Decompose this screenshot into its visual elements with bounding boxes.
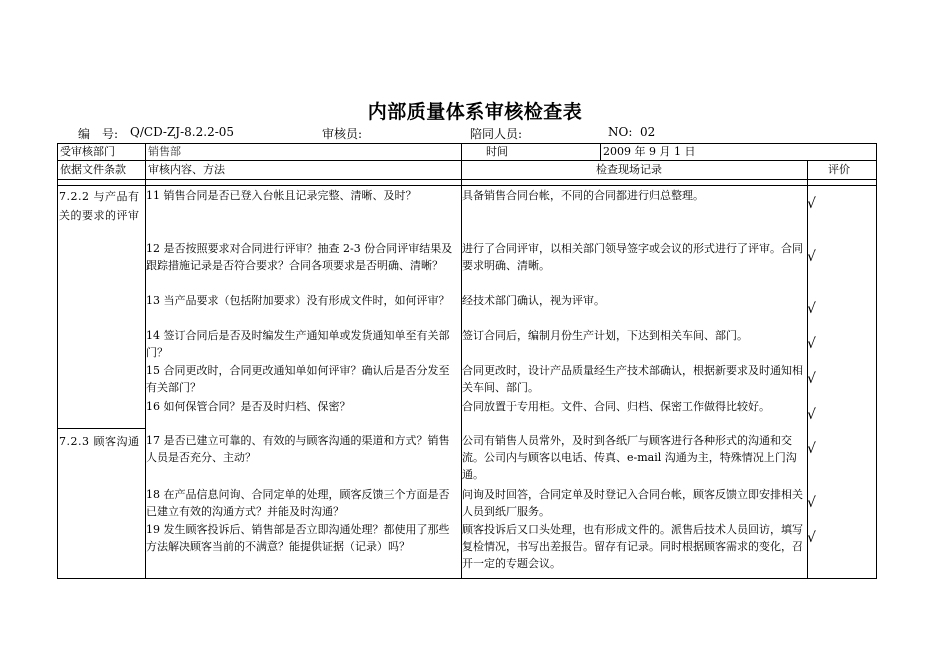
check-mark-icon: √: [807, 495, 816, 511]
check-mark-icon: √: [807, 301, 816, 317]
dept-value: 销售部: [148, 145, 181, 158]
question-item: 15 合同更改时，合同更改通知单如何评审？确认后是否分发至有关部门？: [146, 364, 450, 394]
row-divider: [57, 179, 877, 180]
question-item: 16 如何保管合同？是否及时归档、保密？: [146, 400, 351, 413]
question-item: 18 在产品信息问询、合同定单的处理，顾客反馈三个方面是否已建立有效的沟通方式？并能及时沟通？: [146, 488, 450, 518]
dept-label: 受审核部门: [60, 145, 115, 158]
row-divider: [57, 160, 877, 161]
no-value: 02: [640, 125, 656, 139]
question-item: 11 销售合同是否已登入台帐且记录完整、清晰、及时？: [146, 189, 417, 202]
check-mark-icon: √: [807, 530, 816, 546]
page-title: 内部质量体系审核检查表: [367, 101, 583, 123]
record-item: 具备销售合同台帐，不同的合同都进行归总整理。: [462, 189, 704, 202]
code-value: Q/CD-ZJ-8.2.2-05: [130, 125, 235, 139]
question-item: 13 当产品要求（包括附加要求）没有形成文件时，如何评审？: [146, 294, 450, 307]
check-mark-icon: √: [807, 196, 816, 212]
record-item: 问询及时回答，合同定单及时登记入合同台帐，顾客反馈立即安排相关人员到纸厂服务。: [462, 488, 803, 518]
header-record: 检查现场记录: [596, 163, 662, 176]
column-divider: [600, 143, 601, 161]
record-item: 合同放置于专用柜。文件、合同、归档、保密工作做得比较好。: [462, 400, 770, 413]
question-item: 19 发生顾客投诉后、销售部是否立即沟通处理？都使用了那些方法解决顾客当前的不满意？能提供证据（记录）吗？: [146, 523, 450, 553]
question-item: 14 签订合同后是否及时编发生产通知单或发货通知单至有关部门？: [146, 329, 450, 359]
record-item: 公司有销售人员常外，及时到各纸厂与顾客进行各种形式的沟通和交流。公司内与顾客以电话、传真、e-mail 沟通为主，特殊情况上门沟通。: [462, 434, 797, 481]
section-divider: [57, 428, 145, 429]
record-item: 进行了合同评审，以相关部门领导签字或会议的形式进行了评审。合同要求明确、清晰。: [462, 242, 803, 272]
clause-7-2-3: 7.2.3 顾客沟通: [59, 435, 140, 448]
record-item: 签订合同后，编制月份生产计划，下达到相关车间、部门。: [462, 329, 748, 342]
header-eval: 评价: [828, 163, 850, 176]
record-item: 经技术部门确认，视为评审。: [462, 294, 605, 307]
clause-7-2-2: 7.2.2 与产品有关的要求的评审: [59, 190, 140, 222]
time-value: 2009 年 9 月 1 日: [603, 145, 696, 158]
time-label: 时间: [486, 145, 508, 158]
question-item: 12 是否按照要求对合同进行评审？抽查 2-3 份合同评审结果及跟踪措施记录是否符合要求？合同各项要求是否明确、清晰？: [146, 242, 453, 272]
code-label: 编 号:: [78, 127, 119, 141]
no-label: NO:: [608, 125, 633, 139]
header-content: 审核内容、方法: [148, 163, 225, 176]
check-mark-icon: √: [807, 336, 816, 352]
check-mark-icon: √: [807, 407, 816, 423]
header-basis: 依据文件条款: [60, 163, 126, 176]
record-item: 顾客投诉后又口头处理，也有形成文件的。派售后技术人员回访，填写复检情况，书写出差报告。留存有记录。同时根据顾客需求的变化，召开一定的专题会议。: [462, 523, 803, 570]
record-item: 合同更改时，设计产品质量经生产技术部确认，根据新要求及时通知相关车间、部门。: [462, 364, 803, 394]
row-divider: [57, 185, 877, 186]
question-item: 17 是否已建立可靠的、有效的与顾客沟通的渠道和方式？销售人员是否充分、主动？: [146, 434, 450, 464]
accompany-label: 陪同人员:: [470, 127, 523, 141]
check-mark-icon: √: [807, 249, 816, 265]
auditor-label: 审核员:: [322, 127, 363, 141]
check-mark-icon: √: [807, 371, 816, 387]
check-mark-icon: √: [807, 441, 816, 457]
